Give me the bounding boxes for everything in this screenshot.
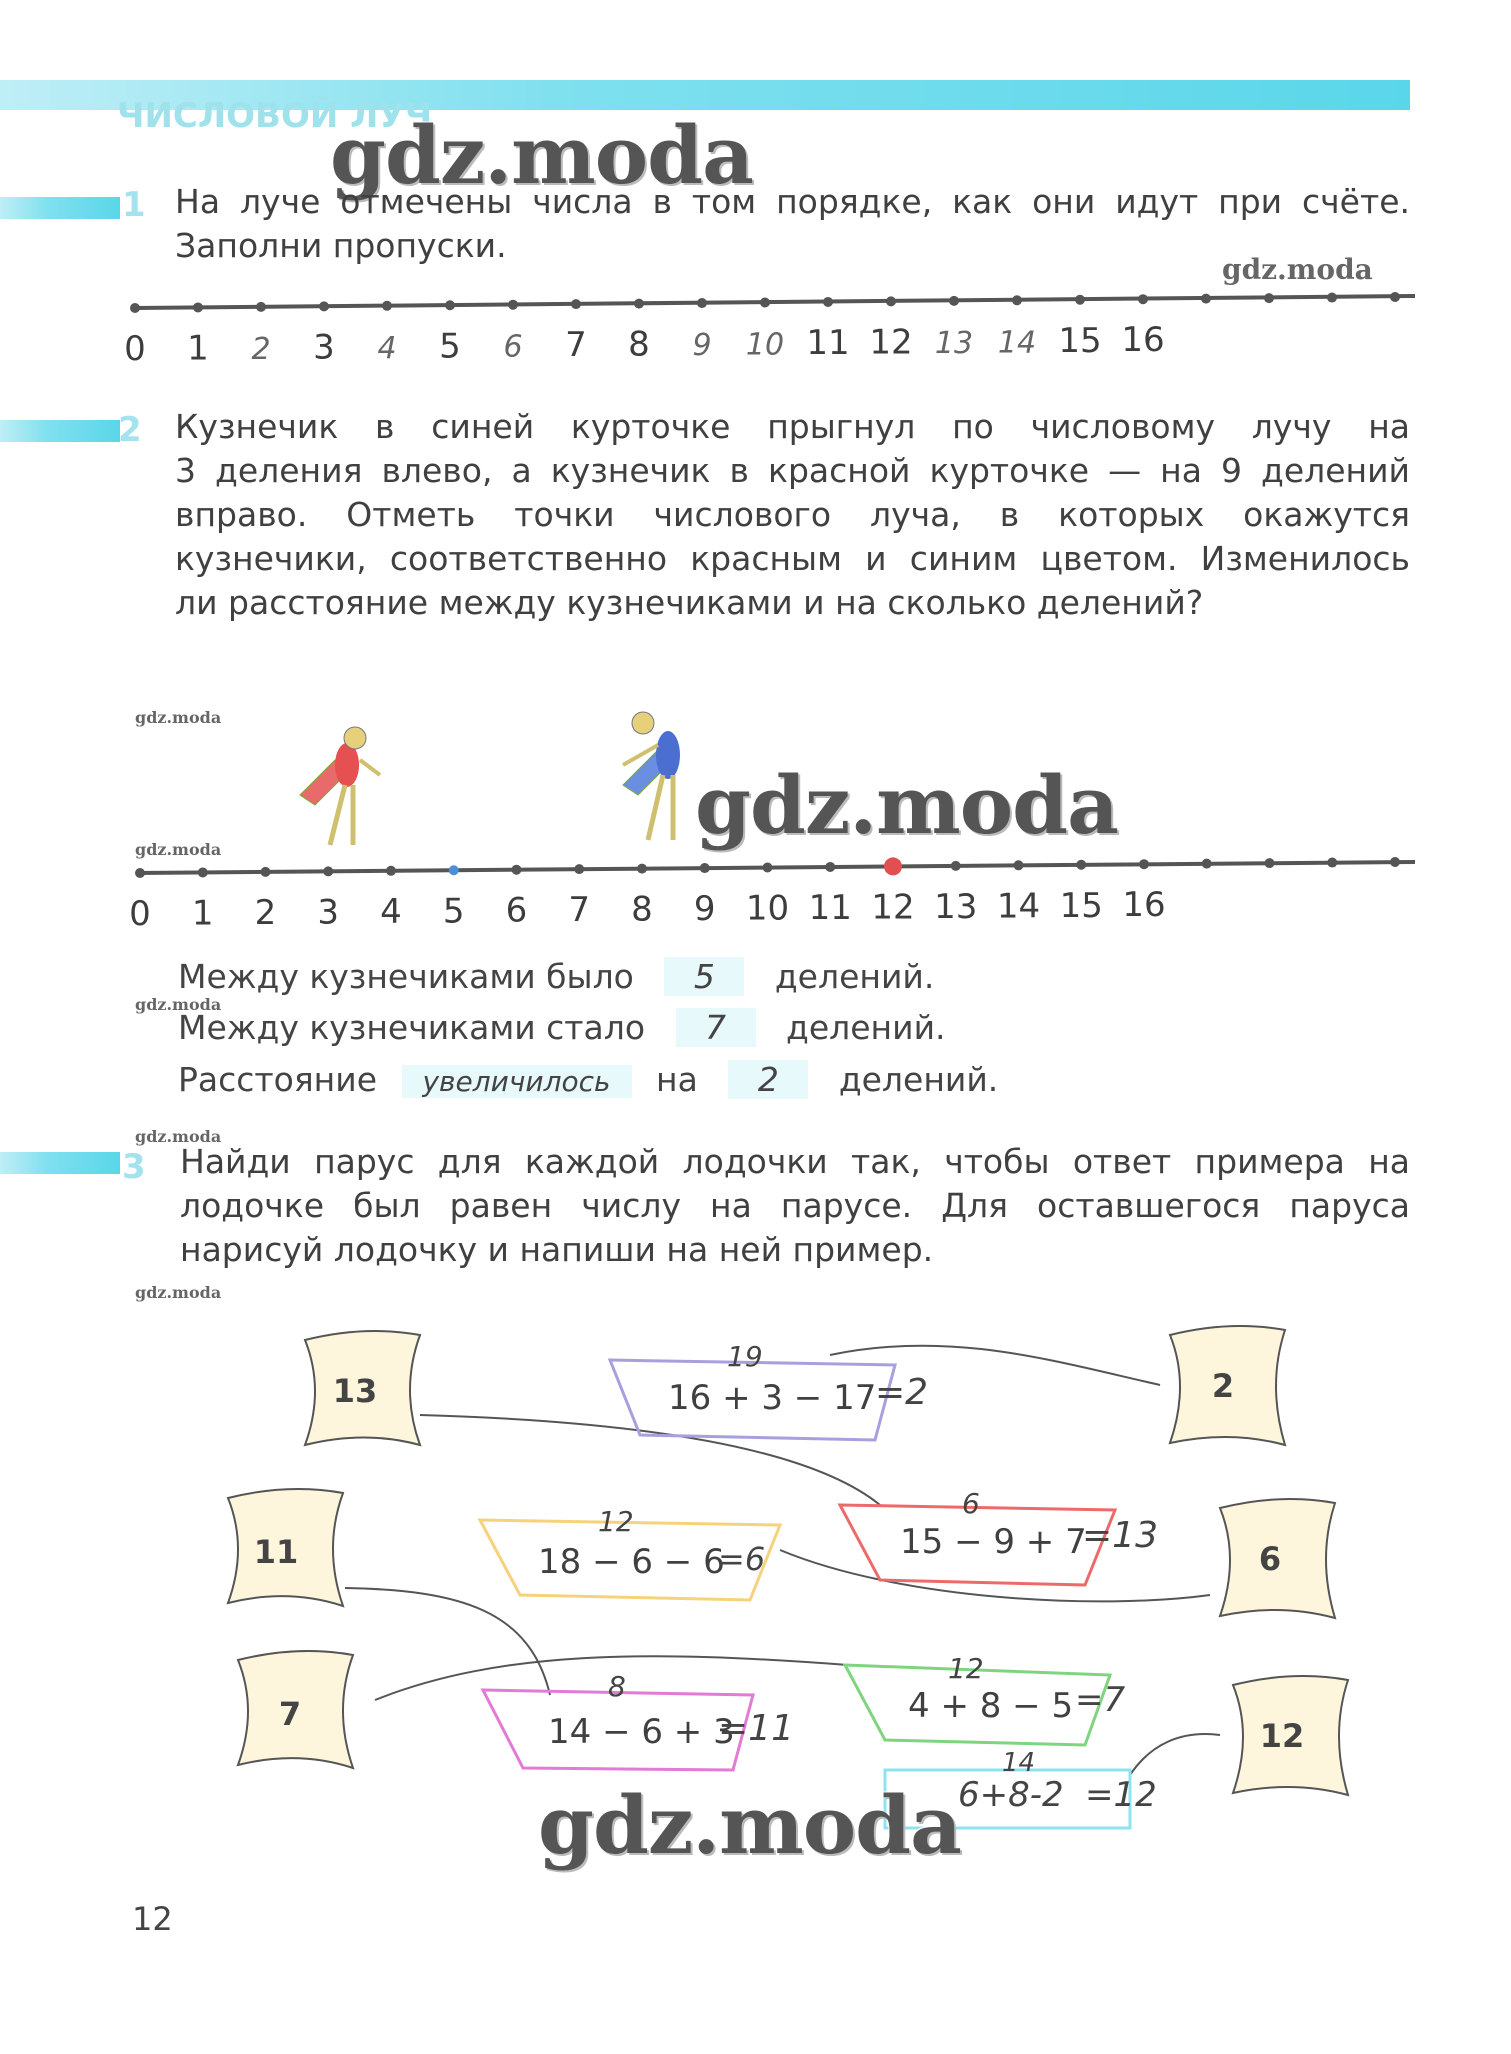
task1-line: На луче отмечены числа в том порядке, как они идут при счёте. [175, 182, 1410, 221]
ray-label: 4 [377, 330, 397, 366]
task1-line: Заполни пропуски. [175, 226, 507, 265]
sail-number: 11 [253, 1533, 299, 1571]
ray-label: 14 [996, 886, 1041, 927]
boat-expression: 18 − 6 − 6 [538, 1542, 725, 1582]
sail [218, 1488, 348, 1613]
boat-answer[interactable]: =11 [718, 1708, 794, 1749]
ray-label: 11 [806, 322, 850, 363]
ray-label: 3 [317, 892, 340, 933]
task2-line: 3 деления влево, а кузнечик в красной курточке — на 9 делений [175, 451, 1410, 490]
sail-number: 12 [1259, 1717, 1305, 1755]
boat-expression: 6+8-2 [958, 1775, 1064, 1815]
sail [295, 1330, 425, 1450]
ray-label: 6 [505, 890, 528, 931]
watermark-small: gdz.moda [135, 1283, 222, 1302]
task2-line: вправо. Отметь точки числового луча, в которых окажутся [175, 495, 1410, 534]
watermark-small: gdz.moda [135, 1127, 222, 1146]
sail [1218, 1675, 1358, 1800]
sail-number: 6 [1258, 1540, 1282, 1578]
sail-number: 2 [1211, 1367, 1235, 1405]
ray-label: 9 [692, 328, 712, 364]
boat-partial: 8 [608, 1670, 626, 1703]
ray-label: 1 [191, 893, 214, 934]
boat-partial: 19 [727, 1340, 763, 1373]
ray-label: 8 [628, 324, 650, 365]
task2-line: ли расстояние между кузнечиками и на сколько делений? [175, 583, 1204, 622]
boat-answer[interactable]: =12 [1085, 1775, 1157, 1815]
watermark: gdz.moda [330, 108, 753, 202]
ray-label: 12 [871, 887, 915, 928]
ray-label: 5 [442, 891, 465, 932]
ray-label: 7 [565, 325, 587, 366]
ray-label: 16 [1121, 320, 1165, 361]
task2-line: Кузнечик в синей курточке прыгнул по числовому лучу на [175, 407, 1410, 446]
sentence-text: делений. [774, 957, 935, 996]
task3-line: нарисуй лодочку и напиши на ней пример. [180, 1230, 934, 1269]
sentence-text: Между кузнечиками стало [178, 1008, 646, 1047]
ray-label: 13 [934, 325, 974, 361]
sail [1155, 1325, 1295, 1450]
page-number: 12 [132, 1900, 173, 1938]
task-number: 3 [122, 1147, 146, 1187]
watermark-small: gdz.moda [135, 840, 222, 859]
sail-number: 13 [332, 1372, 378, 1410]
ray-label: 0 [129, 894, 151, 934]
ray-label: 10 [745, 327, 785, 363]
watermark-small: gdz.moda [1222, 253, 1373, 286]
sentence-text: делений. [838, 1060, 999, 1099]
task3-line: лодочке был равен числу на парусе. Для оставшегося паруса [180, 1186, 1410, 1225]
ray-label: 16 [1122, 885, 1166, 926]
sentence-text: на [656, 1060, 698, 1099]
ray-label: 8 [631, 889, 653, 930]
boat-expression: 14 − 6 + 3 [548, 1712, 735, 1752]
sail-number: 7 [278, 1695, 302, 1733]
ray-label: 12 [869, 322, 913, 363]
ray-label: 1 [187, 328, 209, 369]
boat-answer[interactable]: =2 [875, 1372, 929, 1413]
boat-answer[interactable]: =6 [718, 1540, 766, 1578]
boat-partial: 14 [1002, 1748, 1036, 1778]
answer-field[interactable]: 7 [676, 1008, 756, 1047]
sail [228, 1650, 363, 1775]
boat-partial: 12 [948, 1652, 984, 1685]
sentence-text: Между кузнечиками было [178, 957, 634, 996]
ray-label: 4 [380, 891, 402, 932]
ray-label: 3 [313, 327, 335, 368]
answer-field[interactable]: 2 [728, 1060, 808, 1099]
sentence-text: Расстояние [178, 1060, 377, 1099]
answer-field[interactable]: увеличилось [402, 1065, 632, 1098]
ray-label: 2 [254, 892, 277, 933]
sentence-text: делений. [786, 1008, 946, 1047]
task-number: 2 [118, 410, 142, 450]
ray-label: 13 [934, 886, 978, 927]
chapter-title: ЧИСЛОВОЙ ЛУЧ [117, 96, 433, 136]
ray-label: 15 [1059, 885, 1103, 926]
boat-partial: 12 [598, 1505, 634, 1538]
boat-expression: 4 + 8 − 5 [908, 1686, 1074, 1726]
ray-label: 14 [997, 325, 1037, 361]
ray-label: 5 [439, 326, 461, 367]
answer-field[interactable]: 5 [664, 957, 744, 996]
ray-label: 2 [251, 331, 271, 367]
ray-label: 11 [808, 887, 852, 928]
boat-expression: 15 − 9 + 7 [900, 1522, 1087, 1562]
task-number: 1 [122, 185, 146, 225]
boat-partial: 6 [962, 1487, 980, 1520]
boat-answer[interactable]: =13 [1082, 1515, 1158, 1556]
ray-label: 6 [503, 329, 523, 365]
ray-label: 0 [124, 329, 146, 369]
watermark: gdz.moda [695, 758, 1118, 852]
task3-line: Найди парус для каждой лодочки так, чтобы ответ примера на [180, 1142, 1410, 1181]
watermark: gdz.moda [538, 1778, 961, 1872]
watermark-small: gdz.moda [135, 995, 222, 1014]
ray-label: 15 [1058, 320, 1102, 361]
sail [1205, 1498, 1345, 1623]
task2-line: кузнечики, соответственно красным и синим цветом. Изменилось [175, 539, 1410, 578]
ray-label: 7 [568, 890, 591, 931]
ray-label: 10 [745, 888, 790, 929]
boat-expression: 16 + 3 − 17 [668, 1378, 877, 1418]
ray-label: 9 [693, 889, 716, 930]
watermark-small: gdz.moda [135, 708, 222, 727]
boat-answer[interactable]: =7 [1075, 1680, 1126, 1720]
